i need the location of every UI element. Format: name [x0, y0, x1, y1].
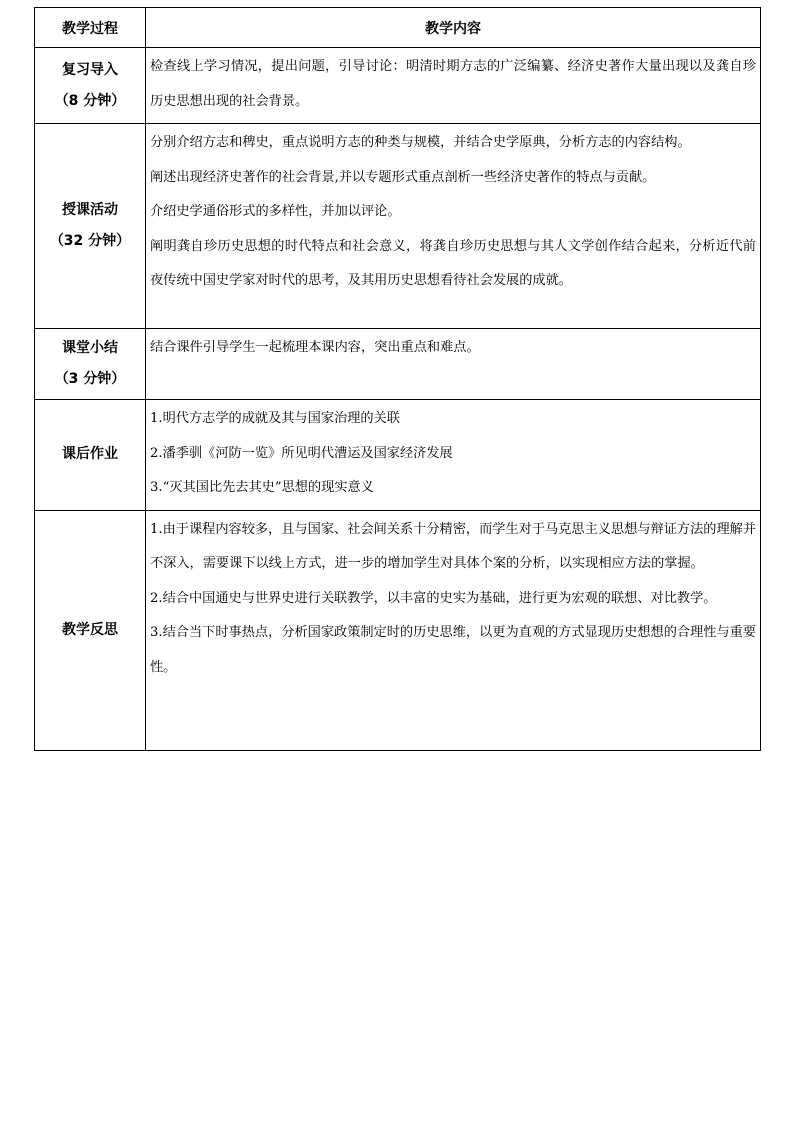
table-row-review [35, 48, 761, 124]
content-cell [146, 48, 761, 124]
content-paragraph: 结合课件引导学生一起梳理本课内容，突出重点和难点。 [150, 340, 480, 355]
header-stage: 教学过程 [35, 8, 146, 48]
content-paragraph: 阐明龚自珍历史思想的时代特点和社会意义，将龚自珍历史思想与其人文学创作结合起来，分析近代前夜传统中国史学家对时代的思考，及其用历史思想看待社会发展的成就。 [150, 238, 756, 288]
stage-title: 授课活动 [62, 202, 118, 218]
stage-cell [35, 329, 146, 400]
content-paragraph: 1.明代方志学的成就及其与国家治理的关联 [150, 411, 400, 426]
header-content: 教学内容 [146, 8, 761, 48]
content-cell [146, 124, 761, 329]
stage-title: 教学反思 [62, 621, 118, 638]
table-row-reflection [35, 510, 761, 750]
stage-cell [35, 510, 146, 750]
table-row-summary [35, 329, 761, 400]
table-row-teaching [35, 124, 761, 329]
lesson-plan-table [34, 7, 761, 751]
table-header-row [35, 8, 761, 48]
content-paragraph: 3.“灭其国比先去其史”思想的现实意义 [150, 480, 374, 495]
content-paragraph: 检查线上学习情况，提出问题，引导讨论：明清时期方志的广泛编纂、经济史著作大量出现以及龚自珍历史思想出现的社会背景。 [150, 59, 756, 109]
content-paragraph: 3.结合当下时事热点，分析国家政策制定时的历史思维，以更为直观的方式显现历史想想的合理性与重要性。 [150, 625, 757, 675]
content-paragraph: 1.由于课程内容较多，且与国家、社会间关系十分精密，而学生对于马克思主义思想与辩证方法的理解并不深入，需要课下以线上方式，进一步的增加学生对具体个案的分析，以实现相应方法的掌握。 [150, 521, 757, 571]
stage-cell [35, 124, 146, 329]
stage-cell [35, 400, 146, 511]
content-paragraph: 分别介绍方志和稗史，重点说明方志的种类与规模，并结合史学原典，分析方志的内容结构。 [150, 135, 691, 150]
stage-cell [35, 48, 146, 124]
stage-title: 复习导入 [62, 61, 118, 78]
stage-title: 课后作业 [62, 446, 118, 463]
stage-time: （8 分钟） [54, 92, 126, 109]
stage-time: （32 分钟） [49, 233, 131, 249]
content-cell [146, 400, 761, 511]
content-cell [146, 329, 761, 400]
table-row-homework [35, 400, 761, 511]
content-paragraph: 2.潘季驯《河防一览》所见明代漕运及国家经济发展 [150, 445, 453, 461]
content-cell [146, 510, 761, 750]
content-paragraph: 阐述出现经济史著作的社会背景,并以专题形式重点剖析一些经济史著作的特点与贡献。 [150, 169, 656, 185]
content-paragraph: 2.结合中国通史与世界史进行关联教学，以丰富的史实为基础，进行更为宏观的联想、对比教学。 [150, 590, 717, 606]
stage-title: 课堂小结 [62, 340, 118, 356]
stage-time: （3 分钟） [54, 371, 126, 387]
content-paragraph: 介绍史学通俗形式的多样性，并加以评论。 [150, 204, 401, 219]
